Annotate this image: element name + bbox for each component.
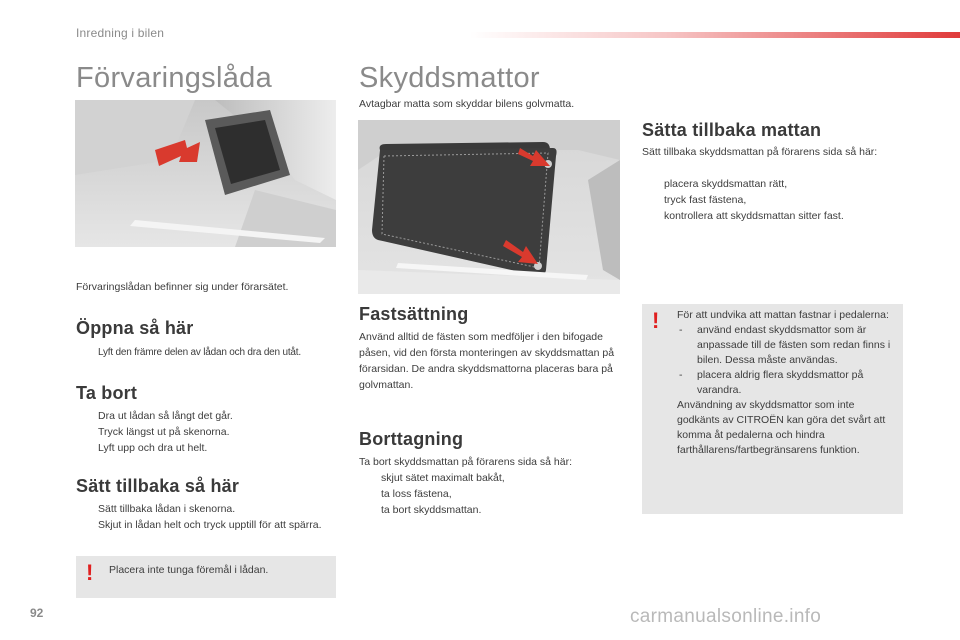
storage-box-caption: Förvaringslådan befinner sig under förarsätet.	[76, 281, 289, 293]
remove-heading: Ta bort	[76, 383, 138, 403]
mat-warning-outro: Användning av skyddsmattor som inte godkänts av CITROËN kan göra det svårt att komma åt pedalerna och hindra farthållarens/fartbegränsarens funktion.	[677, 399, 886, 456]
list-item: Skjut in lådan helt och tryck upptill för att spärra.	[98, 519, 322, 531]
list-item: kontrollera att skyddsmattan sitter fast.	[664, 210, 844, 222]
storage-note-text: Placera inte tunga föremål i lådan.	[109, 564, 269, 576]
refit-box-list	[76, 501, 338, 533]
list-item: - placera aldrig flera skyddsmattor på varandra.	[679, 369, 864, 396]
header-accent-bar	[470, 32, 960, 38]
protective-mats-intro: Avtagbar matta som skyddar bilens golvmatta.	[359, 98, 575, 110]
mat-warning-list	[677, 323, 899, 398]
open-list	[76, 345, 348, 361]
page-number: 92	[30, 606, 44, 620]
list-item: Tryck längst ut på skenorna.	[98, 426, 230, 438]
refit-mat-intro: Sätt tillbaka skyddsmattan på förarens sida så här:	[642, 146, 878, 158]
watermark: carmanualsonline.info	[630, 606, 822, 627]
refit-box-heading: Sätt tillbaka så här	[76, 476, 240, 496]
storage-note-box	[76, 556, 336, 598]
removal-heading: Borttagning	[359, 429, 464, 449]
warning-icon: !	[86, 560, 94, 585]
storage-box-image	[75, 100, 336, 247]
refit-mat-heading: Sätta tillbaka mattan	[642, 120, 822, 140]
section-title: Inredning i bilen	[76, 26, 165, 40]
fastening-heading: Fastsättning	[359, 304, 469, 324]
removal-intro: Ta bort skyddsmattan på förarens sida så här:	[359, 456, 573, 468]
refit-mat-list	[642, 176, 904, 224]
warning-icon: !	[652, 308, 660, 333]
list-item: - använd endast skyddsmattor som är anpassade till de fästen som redan finns i bilen. Dessa måste användas.	[679, 324, 891, 366]
list-item: Lyft den främre delen av lådan och dra den utåt.	[98, 347, 301, 358]
removal-list	[359, 470, 627, 518]
list-item: Sätt tillbaka lådan i skenorna.	[98, 503, 236, 515]
list-item: ta loss fästena,	[381, 488, 452, 500]
list-item: skjut sätet maximalt bakåt,	[381, 472, 505, 484]
list-item: Lyft upp och dra ut helt.	[98, 442, 208, 454]
list-item: placera skyddsmattan rätt,	[664, 178, 788, 190]
mat-warning-box	[642, 304, 903, 514]
mat-warning-intro: För att undvika att mattan fastnar i pedalerna:	[677, 309, 889, 321]
protective-mats-title: Skyddsmattor	[359, 62, 540, 94]
list-item: tryck fast fästena,	[664, 194, 747, 206]
list-item: ta bort skyddsmattan.	[381, 504, 482, 516]
mat-warning-text	[677, 308, 899, 458]
list-item: Dra ut lådan så långt det går.	[98, 410, 233, 422]
open-heading: Öppna så här	[76, 318, 194, 338]
storage-box-title: Förvaringslåda	[76, 62, 273, 94]
remove-list	[76, 408, 348, 456]
floor-mat-image	[358, 120, 620, 294]
fastening-text: Använd alltid de fästen som medföljer i den bifogade påsen, vid den första monteringen av skyddsmattan på förarsidan. De andra skyddsmattorna placeras bara på golvmattan.	[359, 331, 615, 391]
